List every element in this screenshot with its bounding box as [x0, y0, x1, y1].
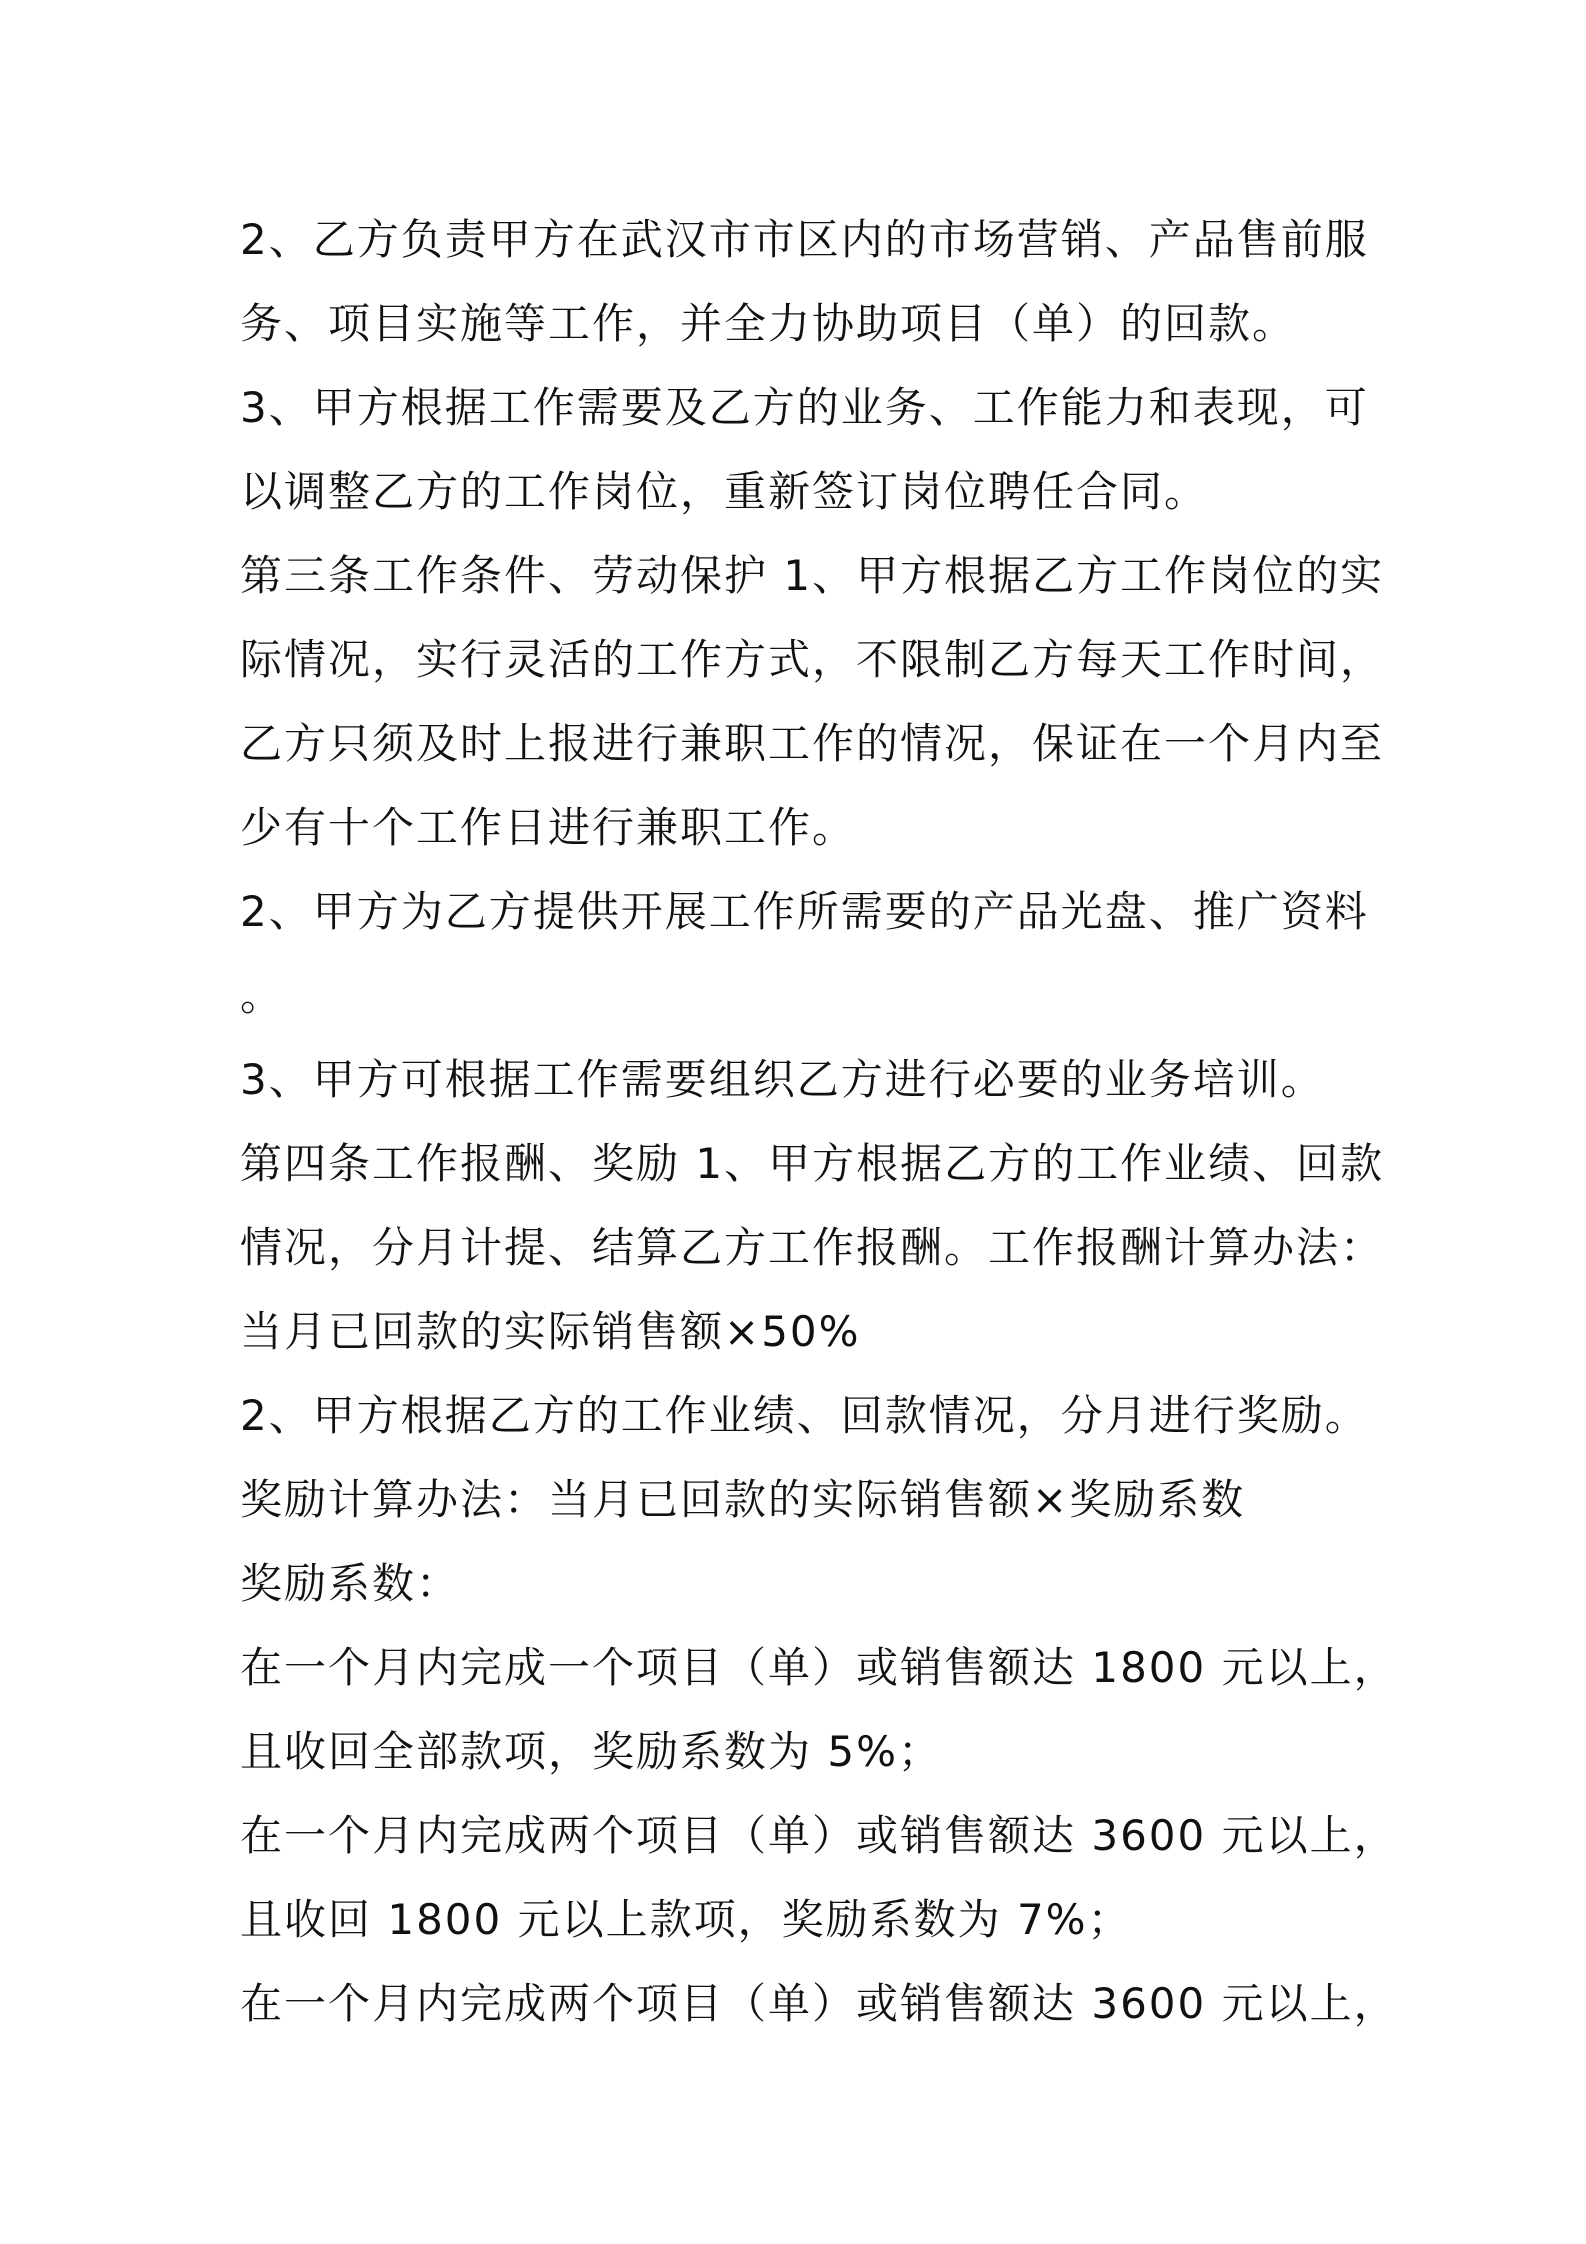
- text-line: 少有十个工作日进行兼职工作。: [240, 803, 857, 852]
- text-line: 在一个月内完成两个项目（单）或销售额达 3600 元以上，: [240, 1811, 1398, 1860]
- text-line: 且收回全部款项，奖励系数为 5%；: [240, 1727, 942, 1776]
- text-line: 在一个月内完成两个项目（单）或销售额达 3600 元以上，: [240, 1979, 1398, 2028]
- text-line: 奖励系数：: [240, 1559, 461, 1608]
- text-line: 在一个月内完成一个项目（单）或销售额达 1800 元以上，: [240, 1643, 1398, 1692]
- document-body: [240, 198, 1398, 2046]
- text-line: 际情况，实行灵活的工作方式，不限制乙方每天工作时间，: [240, 635, 1385, 684]
- text-line: 且收回 1800 元以上款项，奖励系数为 7%；: [240, 1895, 1132, 1944]
- text-line: 2、甲方为乙方提供开展工作所需要的产品光盘、推广资料: [240, 887, 1369, 936]
- text-line: 当月已回款的实际销售额×50%: [240, 1307, 861, 1356]
- text-line: 第三条工作条件、劳动保护 1、甲方根据乙方工作岗位的实: [240, 551, 1385, 600]
- text-line: 3、甲方可根据工作需要组织乙方进行必要的业务培训。: [240, 1055, 1325, 1104]
- text-line: 第四条工作报酬、奖励 1、甲方根据乙方的工作业绩、回款: [240, 1139, 1385, 1188]
- text-line: 。: [240, 971, 285, 1020]
- text-line: 情况，分月计提、结算乙方工作报酬。工作报酬计算办法：: [240, 1223, 1385, 1272]
- text-line: 2、乙方负责甲方在武汉市市区内的市场营销、产品售前服: [240, 215, 1369, 264]
- text-line: 以调整乙方的工作岗位，重新签订岗位聘任合同。: [240, 467, 1209, 516]
- text-line: 务、项目实施等工作，并全力协助项目（单）的回款。: [240, 299, 1297, 348]
- text-line: 乙方只须及时上报进行兼职工作的情况，保证在一个月内至: [240, 719, 1385, 768]
- text-line: 2、甲方根据乙方的工作业绩、回款情况，分月进行奖励。: [240, 1391, 1369, 1440]
- text-line: 奖励计算办法：当月已回款的实际销售额×奖励系数: [240, 1475, 1246, 1524]
- text-line: 3、甲方根据工作需要及乙方的业务、工作能力和表现，可: [240, 383, 1369, 432]
